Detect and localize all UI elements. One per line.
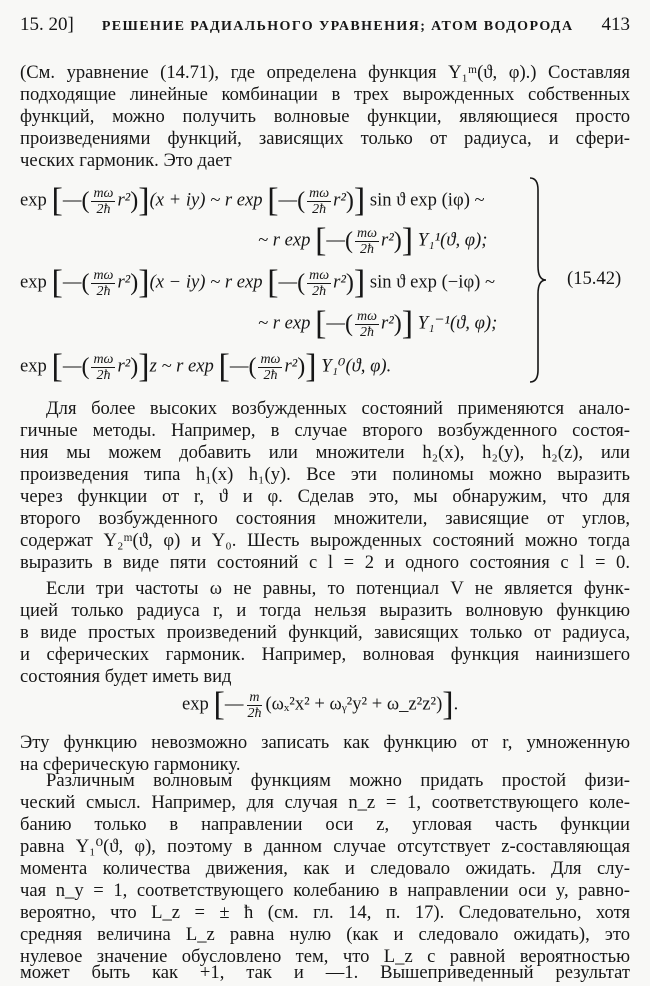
- text-line: цией только радиуса r, и тогда нельзя выразить волновую функцию: [20, 600, 630, 621]
- page-number: 413: [601, 14, 630, 35]
- text-line: произведениями функций, зависящих только от радиуса, и сфери-: [20, 128, 630, 149]
- text-line: на сферическую гармонику.: [20, 754, 241, 775]
- text-line: Эту функцию невозможно записать как функцию от r, умноженную: [20, 732, 630, 753]
- equation-line: ~ r exp [—( $\frac{m\omega}{2ħ}$ r²)] Y₁¹(ϑ, φ);: [258, 222, 488, 259]
- text-line: равна Y₁⁰(ϑ, φ), поэтому в данном случае отсутствует z-составляющая: [20, 836, 630, 857]
- text-line: выразить в виде пяти состояний с l = 2 и одного состояния с l = 0.: [20, 552, 630, 573]
- text-line: Различным волновым функциям можно придать простой физи-: [46, 770, 630, 791]
- running-title: РЕШЕНИЕ РАДИАЛЬНОГО УРАВНЕНИЯ; АТОМ ВОДОРОДА: [101, 19, 574, 34]
- text-line: второго возбужденного состояния множители, зависящие от углов,: [20, 508, 630, 529]
- text-line: гичные методы. Например, в случае второго возбужденного состоя-: [20, 420, 630, 441]
- equation-line: ~ r exp [—( $\frac{m\omega}{2ħ}$ r²)] Y₁⁻¹(ϑ, φ);: [258, 305, 498, 342]
- text-line: ния мы можем добавить или множители h₂(x), h₂(y), h₂(z), или: [20, 442, 630, 463]
- text-line: вероятно, что L_z = ± ħ (см. гл. 14, п. 17). Следовательно, хотя: [20, 902, 630, 923]
- text-line: Если три частоты ω не равны, то потенциал V не является функ-: [46, 578, 630, 599]
- section-number: 15. 20]: [20, 14, 74, 35]
- text-line: подходящие линейные комбинации в трех вырожденных собственных: [20, 84, 630, 105]
- text-line: и сферических гармоник. Например, волновая функция наинизшего: [20, 644, 630, 665]
- equation-ground-state: exp [— $\frac{m}{2ħ}$ (ωₓ²x² + ωᵧ²y² + ω_z²z²)].: [182, 686, 459, 723]
- text-line: через функции от r, ϑ и φ. Сделав это, мы обнаружим, что для: [20, 486, 630, 507]
- equation-line: exp [—( $\frac{m\omega}{2ħ}$ r²)](x − iy) ~ r exp [—( $\frac{m\omega}{2ħ}$ r²)] sin ϑ exp (−iφ) ~: [20, 264, 496, 301]
- equation-line: exp [—( $\frac{m\omega}{2ħ}$ r²)]z ~ r exp [—( $\frac{m\omega}{2ħ}$ r²)] Y₁⁰(ϑ, φ).: [20, 348, 392, 385]
- right-brace: [528, 176, 548, 384]
- text-line: ческий смысл. Например, для случая n_z = 1, соответствующего коле-: [20, 792, 630, 813]
- text-line: произведения типа h₁(x) h₁(y). Все эти полиномы можно выразить: [20, 464, 630, 485]
- text-line: нулевое значение обусловлено тем, что L_z с равной вероятностью: [20, 946, 630, 967]
- equation-line: exp [—( $\frac{m\omega}{2ħ}$ r²)](x + iy) ~ r exp [—( $\frac{m\omega}{2ħ}$ r²)] sin ϑ exp (iφ) ~: [20, 182, 485, 219]
- text-line: чая n_y = 1, соответствующего колебанию в направлении оси y, равно-: [20, 880, 630, 901]
- text-line: функций, можно получить волновые функции, являющиеся просто: [20, 106, 630, 127]
- text-line: банию только в направлении оси z, угловая часть функции: [20, 814, 630, 835]
- text-line: момента количества движения, как и следовало ожидать. Для слу-: [20, 858, 630, 879]
- page-header: [20, 14, 630, 40]
- text-line: (См. уравнение (14.71), где определена функция Y₁ᵐ(ϑ, φ).) Составляя: [20, 62, 630, 83]
- text-line: состояния будет иметь вид: [20, 666, 232, 687]
- text-line: Для более высоких возбужденных состояний применяются анало-: [46, 398, 630, 419]
- text-line: в виде простых произведений функций, зависящих только от радиуса,: [20, 622, 630, 643]
- text-line: может быть как +1, так и —1. Вышеприведенный результат: [20, 962, 630, 983]
- text-line: содержат Y₂ᵐ(ϑ, φ) и Y₀. Шесть вырожденных состояний можно тогда: [20, 530, 630, 551]
- equation-number: (15.42): [567, 268, 622, 289]
- text-line: ческих гармоник. Это дает: [20, 150, 232, 171]
- text-line: средняя величина L_z равна нулю (как и следовало ожидать), это: [20, 924, 630, 945]
